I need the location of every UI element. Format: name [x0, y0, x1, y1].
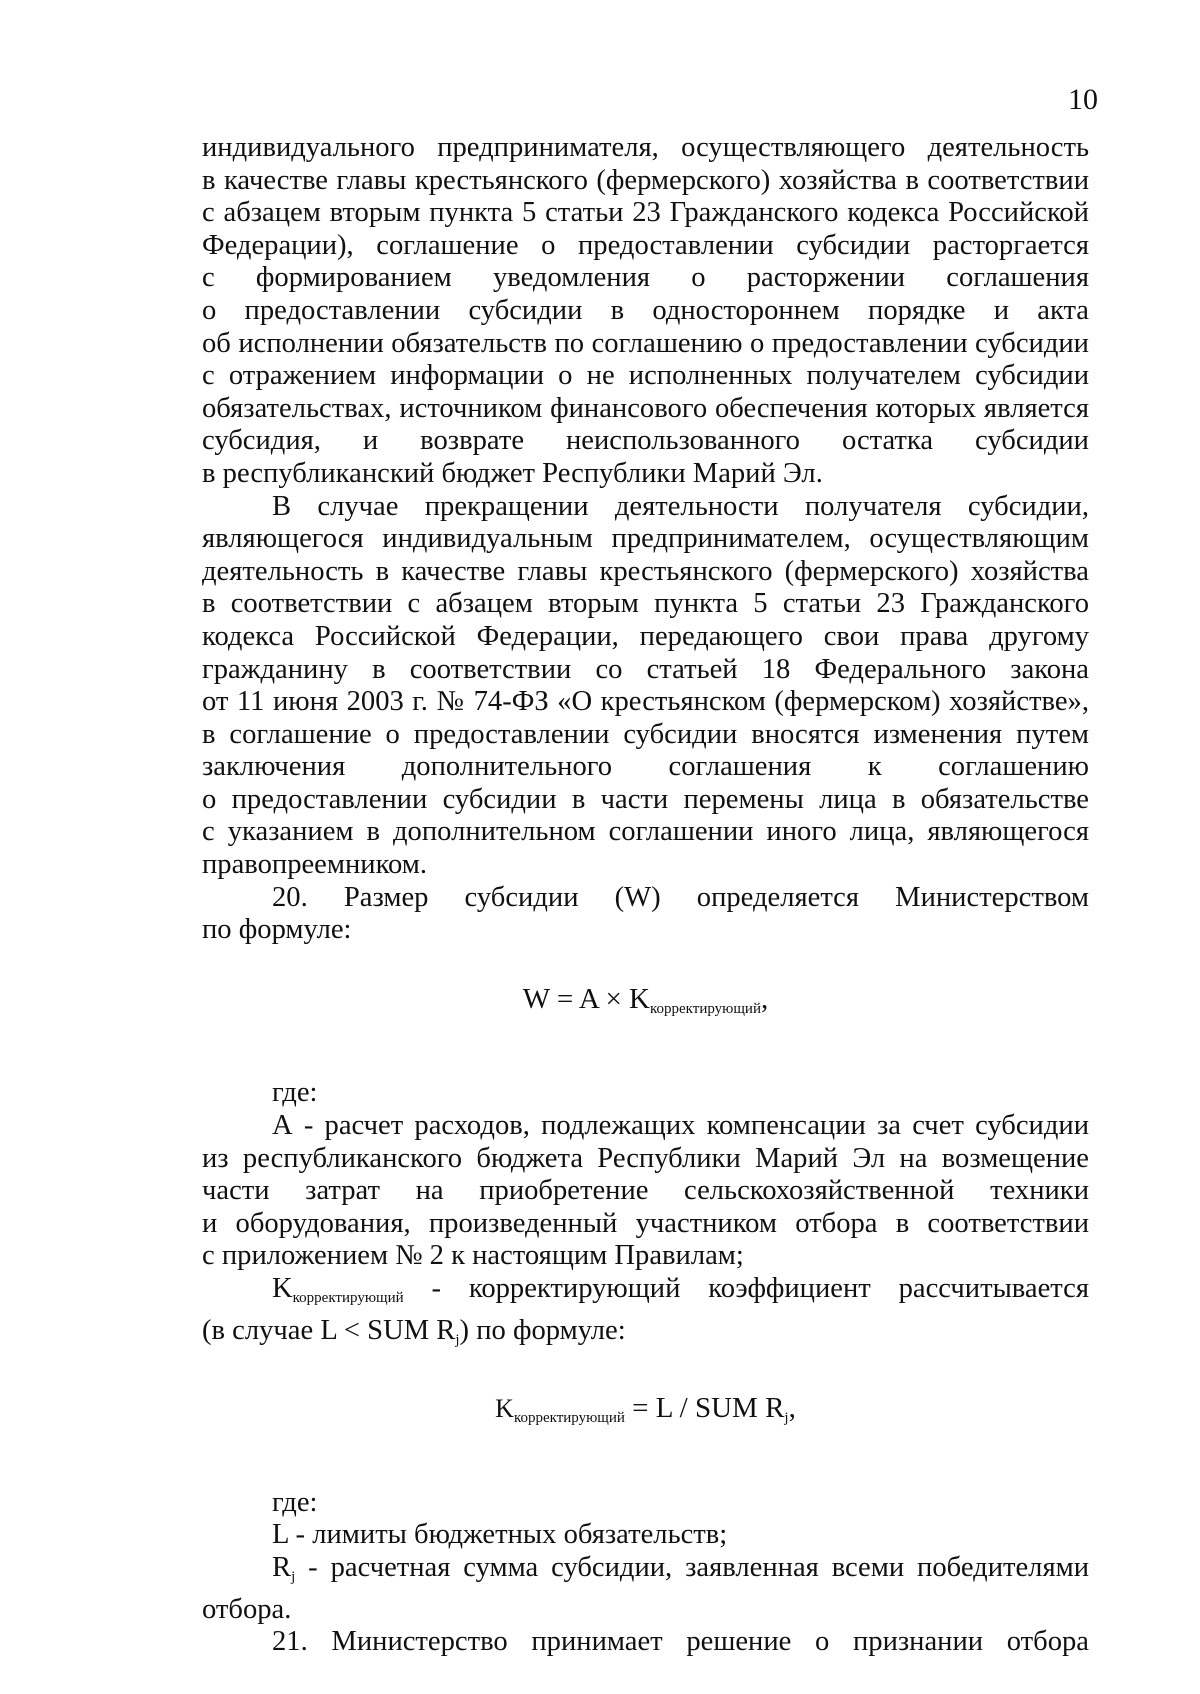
text-line: В случае прекращении деятельности получателя субсидии, — [272, 490, 1089, 522]
page-number: 10 — [1068, 83, 1098, 116]
text-line: Федерации), соглашение о предоставлении субсидии расторгается — [202, 229, 1089, 261]
text-line: с формированием уведомления о расторжении соглашения — [202, 262, 1089, 294]
formula-subscript: корректирующий — [650, 1000, 761, 1017]
text-line: в республиканский бюджет Республики Марий Эл. — [202, 457, 823, 489]
where-label: где: — [272, 1077, 318, 1109]
text-line: правопреемником. — [202, 849, 428, 881]
text-line: отбора. — [202, 1593, 292, 1625]
paragraph-termination — [202, 132, 1089, 491]
text-line: в соглашение о предоставлении субсидии вносятся изменения путем — [202, 718, 1089, 750]
text-line: деятельность в качестве главы крестьянского (фермерского) хозяйства — [202, 555, 1089, 587]
text-line — [202, 1315, 1089, 1357]
formula-correction-coefficient — [202, 1392, 1089, 1435]
text-line: с указанием в дополнительном соглашении иного лица, являющегося — [202, 816, 1089, 848]
r-subscript: j — [291, 1568, 296, 1585]
text-line: в соответствии с абзацем вторым пункта 5 статьи 23 Гражданского — [202, 588, 1089, 620]
paragraph-definition-a — [202, 1110, 1089, 1273]
formula-main: W = A × K — [522, 982, 650, 1015]
text-line: с приложением № 2 к настоящим Правилам; — [202, 1240, 744, 1272]
paragraph-definition-r — [202, 1552, 1089, 1626]
text-line: о предоставлении субсидии в одностороннем порядке и акта — [202, 294, 1089, 326]
definition-l: L - лимиты бюджетных обязательств; — [272, 1519, 728, 1551]
text-line: с абзацем вторым пункта 5 статьи 23 Гражданского кодекса Российской — [202, 197, 1089, 229]
text-line: являющегося индивидуальным предпринимателем, осуществляющим — [202, 523, 1089, 555]
formula-tail: , — [788, 1392, 796, 1425]
r-symbol: R — [272, 1551, 292, 1583]
paragraph-successor — [202, 491, 1089, 882]
formula-tail: , — [760, 982, 769, 1015]
paragraph-point-20 — [202, 882, 1089, 947]
text-line: в качестве главы крестьянского (фермерского) хозяйства в соответствии — [202, 164, 1089, 196]
text-line: части затрат на приобретение сельскохозяйственной техники — [202, 1175, 1089, 1207]
text-line: индивидуального предпринимателя, осуществляющего деятельность — [202, 132, 1089, 163]
text-line — [202, 1552, 1089, 1594]
text-line: с отражением информации о не исполненных получателем субсидии — [202, 360, 1089, 392]
k-condition-tail: ) по формуле: — [459, 1314, 626, 1346]
paragraph-definition-k — [202, 1273, 1089, 1356]
paragraph-point-21: 21. Министерство принимает решение о признании отбора — [272, 1626, 1089, 1658]
j-subscript: j — [455, 1331, 460, 1348]
text-line — [202, 1273, 1089, 1315]
text-line: обязательствах, источником финансового обеспечения которых является — [202, 392, 1089, 424]
formula-k-symbol: K — [495, 1394, 514, 1424]
text-line: 20. Размер субсидии (W) определяется Министерством — [272, 881, 1089, 913]
formula-j-subscript: j — [784, 1410, 789, 1427]
formula-rest: = L / SUM R — [624, 1392, 785, 1425]
formula-k-subscript: корректирующий — [513, 1410, 625, 1427]
k-subscript: корректирующий — [292, 1290, 404, 1306]
text-line: от 11 июня 2003 г. № 74-ФЗ «О крестьянском (фермерском) хозяйстве», — [202, 686, 1089, 718]
text-line: гражданину в соответствии со статьей 18 Федерального закона — [202, 653, 1089, 685]
k-condition: (в случае L < SUM R — [202, 1314, 456, 1346]
r-description: - расчетная сумма субсидии, заявленная всеми победителями — [295, 1551, 1089, 1583]
k-description: - корректирующий коэффициент рассчитывается — [403, 1273, 1089, 1304]
text-line: и оборудования, произведенный участником отбора в соответствии — [202, 1207, 1089, 1239]
document-body — [202, 132, 1089, 1659]
text-line: заключения дополнительного соглашения к соглашению — [202, 751, 1089, 783]
text-line: по формуле: — [202, 914, 352, 946]
text-line: кодекса Российской Федерации, передающего свои права другому — [202, 620, 1089, 652]
where-label: где: — [272, 1486, 318, 1518]
text-line: о предоставлении субсидии в части перемены лица в обязательстве — [202, 783, 1089, 815]
text-line: из республиканского бюджета Республики Марий Эл на возмещение — [202, 1142, 1089, 1174]
text-line: субсидия, и возврате неиспользованного остатка субсидии — [202, 425, 1089, 457]
k-symbol: K — [272, 1273, 293, 1304]
text-line: об исполнении обязательств по соглашению о предоставлении субсидии — [202, 327, 1089, 359]
text-line: А - расчет расходов, подлежащих компенсации за счет субсидии — [272, 1110, 1089, 1142]
formula-subsidy-size — [202, 983, 1089, 1026]
